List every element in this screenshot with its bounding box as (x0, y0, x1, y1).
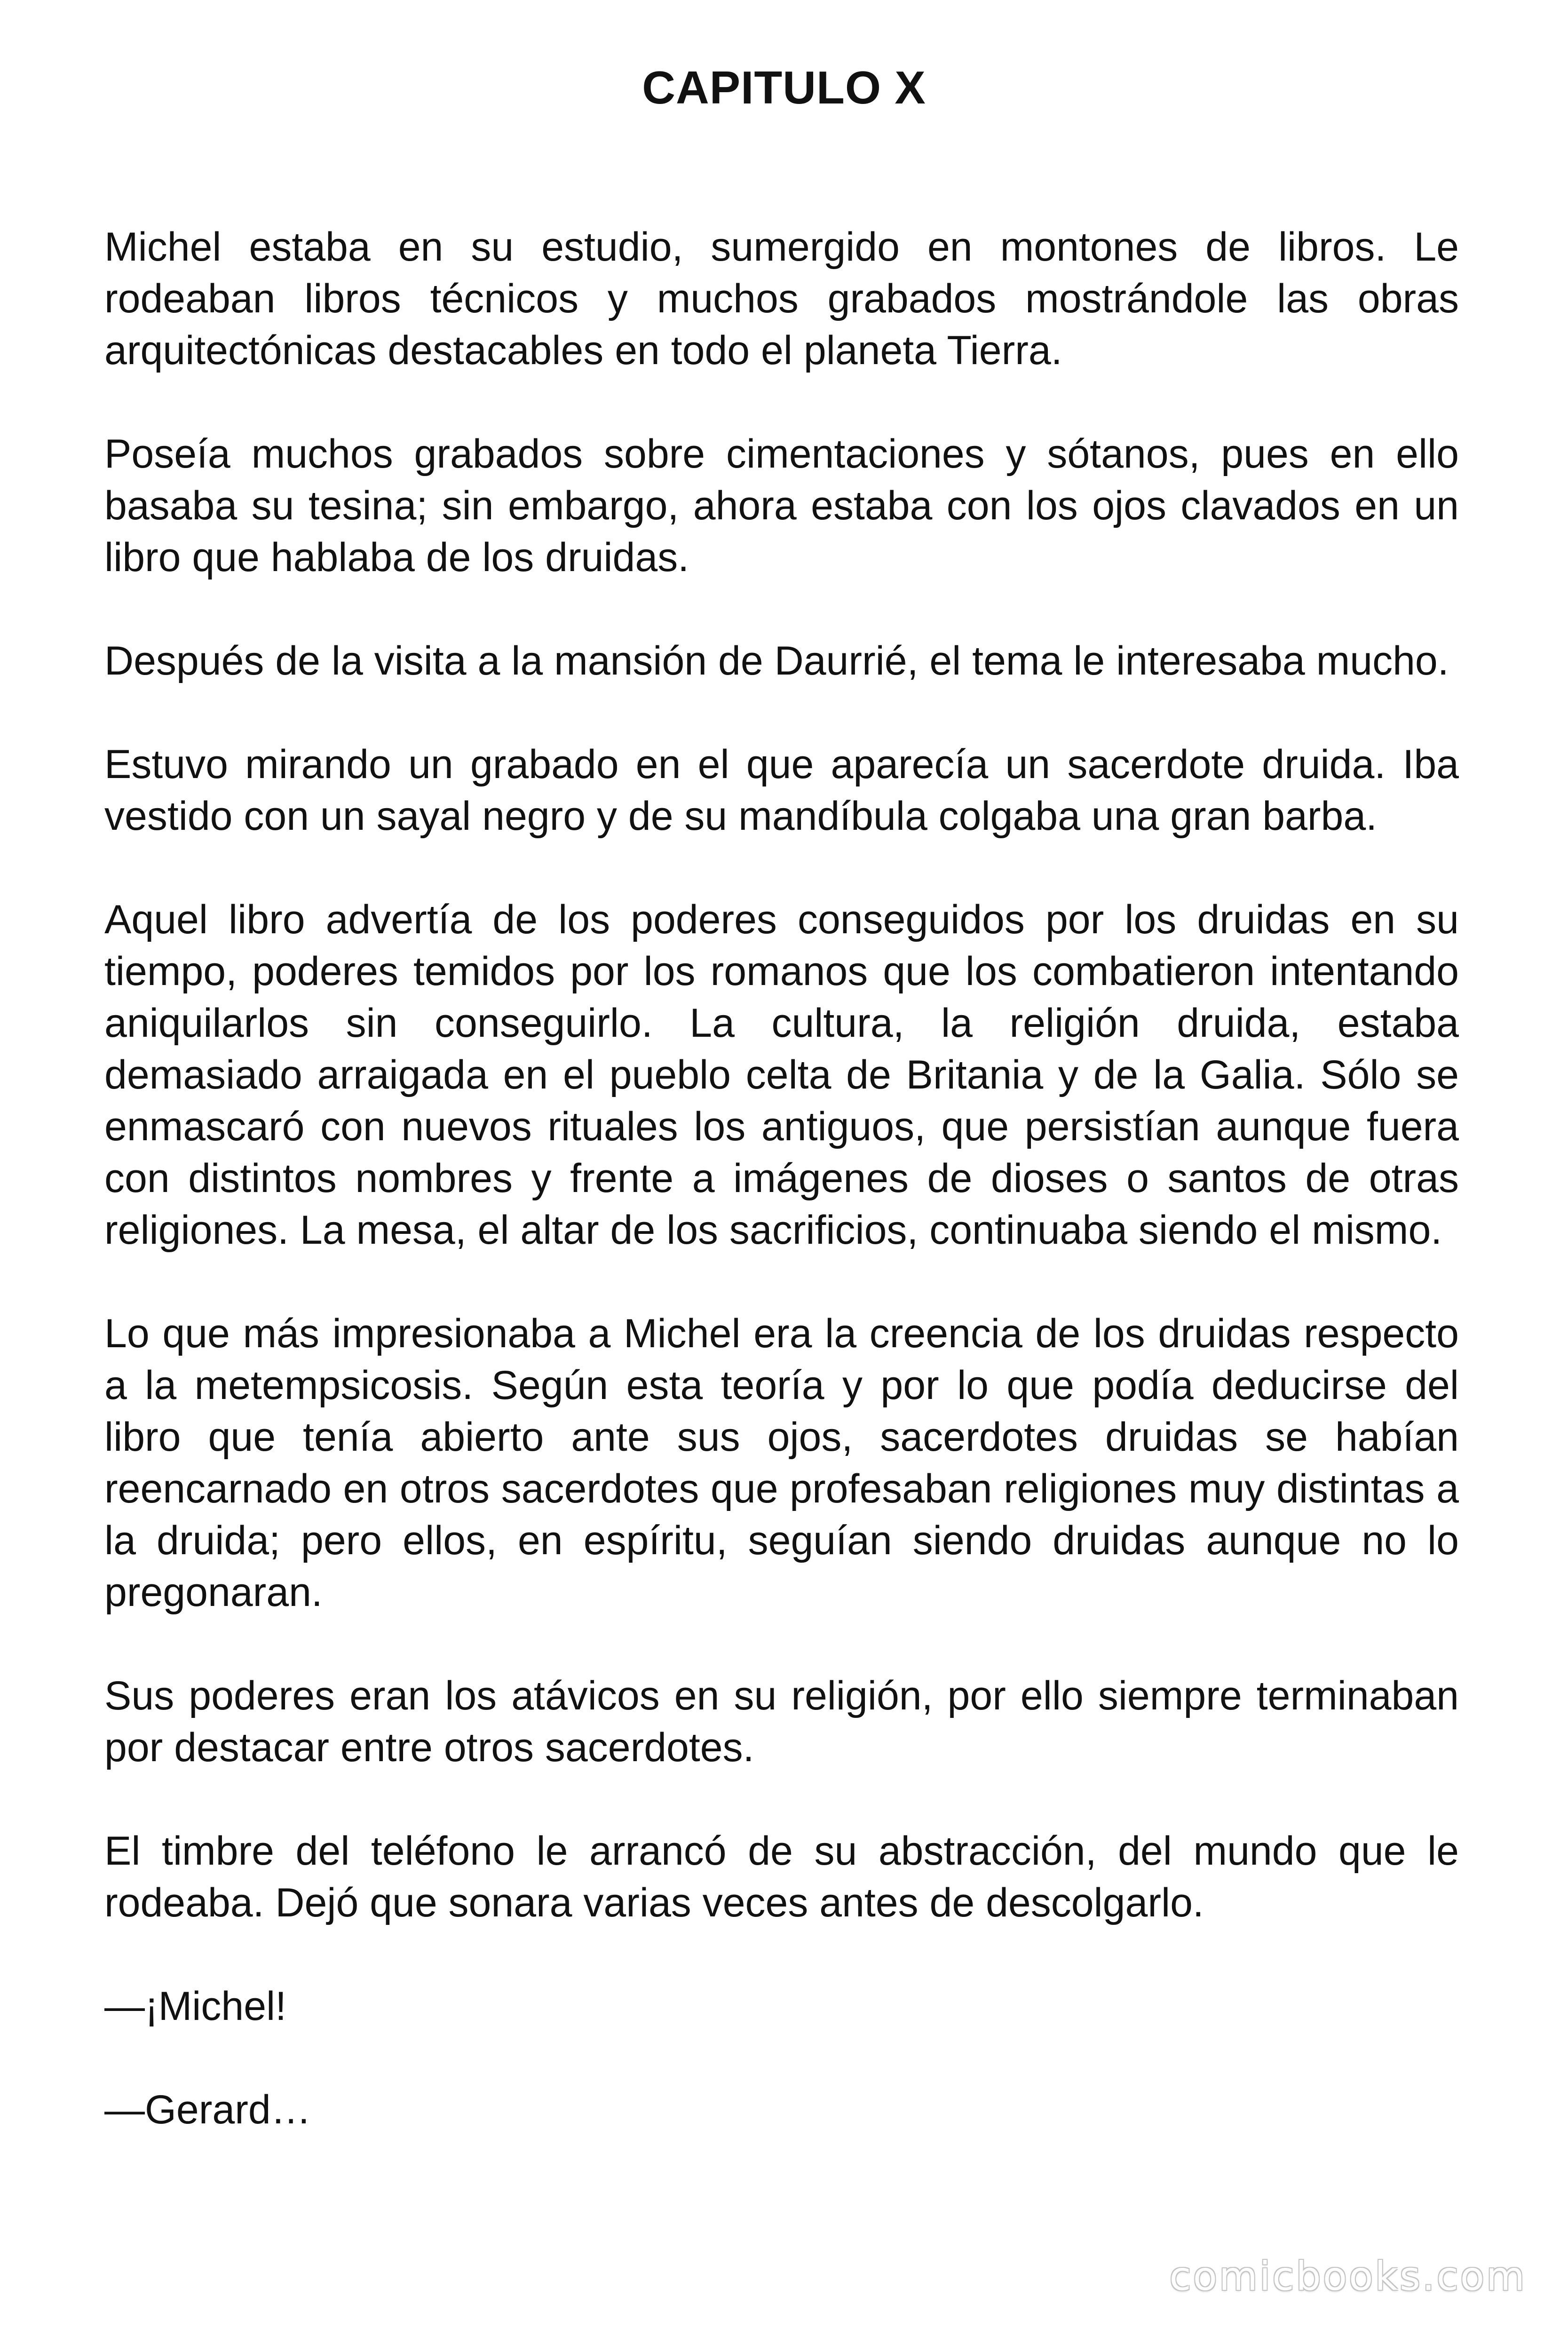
paragraph-4: Estuvo mirando un grabado en el que aparecía un sacerdote druida. Iba vestido con un sayal negro y de su mandíbula colgaba una gran barba. (104, 742, 1459, 839)
dialogue-line-1: —¡Michel! (104, 1984, 287, 2029)
paragraph-8: El timbre del teléfono le arrancó de su abstracción, del mundo que le rodeaba. Dejó que sonara varias veces antes de descolgarlo. (104, 1828, 1459, 1925)
paragraph-1: Michel estaba en su estudio, sumergido en montones de libros. Le rodeaban libros técnicos y muchos grabados mostrándole las obras arquitectónicas destacables en todo el planeta Tierra. (104, 224, 1459, 373)
dialogue-line-2: —Gerard… (104, 2087, 311, 2132)
paragraph-6: Lo que más impresionaba a Michel era la creencia de los druidas respecto a la metempsicosis. Según esta teoría y por lo que podía deducirse del libro que tenía abierto ante sus ojos, sacerdotes druidas se habían reencarnado en otros sacerdotes que profesaban religiones muy distintas a la druida; pero ellos, en espíritu, seguían siendo druidas aunque no lo pregonaran. (104, 1311, 1459, 1615)
chapter-body (104, 221, 1459, 2187)
watermark: comicbooks.com (1169, 2253, 1527, 2299)
paragraph-5: Aquel libro advertía de los poderes conseguidos por los druidas en su tiempo, poderes temidos por los romanos que los combatieron intentando aniquilarlos sin conseguirlo. La cultura, la religión druida, estaba demasiado arraigada en el pueblo celta de Britania y de la Galia. Sólo se enmascaró con nuevos rituales los antiguos, que persistían aunque fuera con distintos nombres y frente a imágenes de dioses o santos de otras religiones. La mesa, el altar de los sacrificios, continuaba siendo el mismo. (104, 897, 1459, 1253)
chapter-title: CAPITULO X (642, 62, 926, 113)
paragraph-3: Después de la visita a la mansión de Daurrié, el tema le interesaba mucho. (104, 638, 1449, 683)
paragraph-2: Poseía muchos grabados sobre cimentaciones y sótanos, pues en ello basaba su tesina; sin embargo, ahora estaba con los ojos clavados en un libro que hablaba de los druidas. (104, 431, 1459, 580)
paragraph-7: Sus poderes eran los atávicos en su religión, por ello siempre terminaban por destacar entre otros sacerdotes. (104, 1673, 1459, 1770)
